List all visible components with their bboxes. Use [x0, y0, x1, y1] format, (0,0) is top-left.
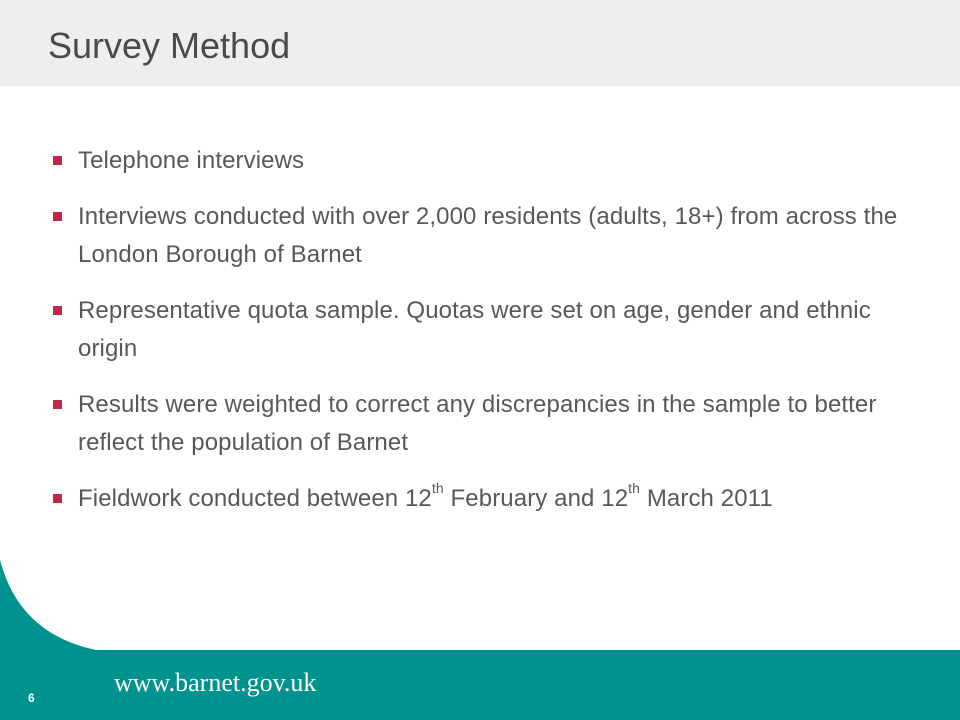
square-bullet-icon [53, 156, 62, 165]
bullet-text-part: February and 12 [443, 485, 629, 512]
bullet-text: Representative quota sample. Quotas were set on age, gender and ethnic origin [78, 297, 871, 362]
bullet-text: Telephone interviews [78, 147, 305, 174]
bullet-item [50, 198, 910, 274]
square-bullet-icon [53, 306, 62, 315]
bullet-item [50, 142, 910, 180]
ordinal-suffix: th [431, 480, 444, 496]
bullet-item [50, 292, 910, 368]
bullet-text-part: March 2011 [640, 485, 773, 512]
bullet-list [50, 142, 910, 536]
ordinal-suffix: th [628, 480, 641, 496]
footer-url[interactable]: www.barnet.gov.uk [114, 668, 317, 697]
bullet-item [50, 386, 910, 462]
square-bullet-icon [53, 400, 62, 409]
bullet-item [50, 480, 910, 518]
bullet-text: Results were weighted to correct any discrepancies in the sample to better reflect the population of Barnet [78, 391, 877, 456]
slide-title: Survey Method [48, 25, 291, 66]
title-bar [0, 0, 960, 86]
bullet-text: Interviews conducted with over 2,000 residents (adults, 18+) from across the London Borough of Barnet [78, 203, 898, 268]
square-bullet-icon [53, 494, 62, 503]
page-number: 6 [28, 691, 35, 705]
square-bullet-icon [53, 212, 62, 221]
bullet-text-part: Fieldwork conducted between 12 [78, 485, 432, 512]
